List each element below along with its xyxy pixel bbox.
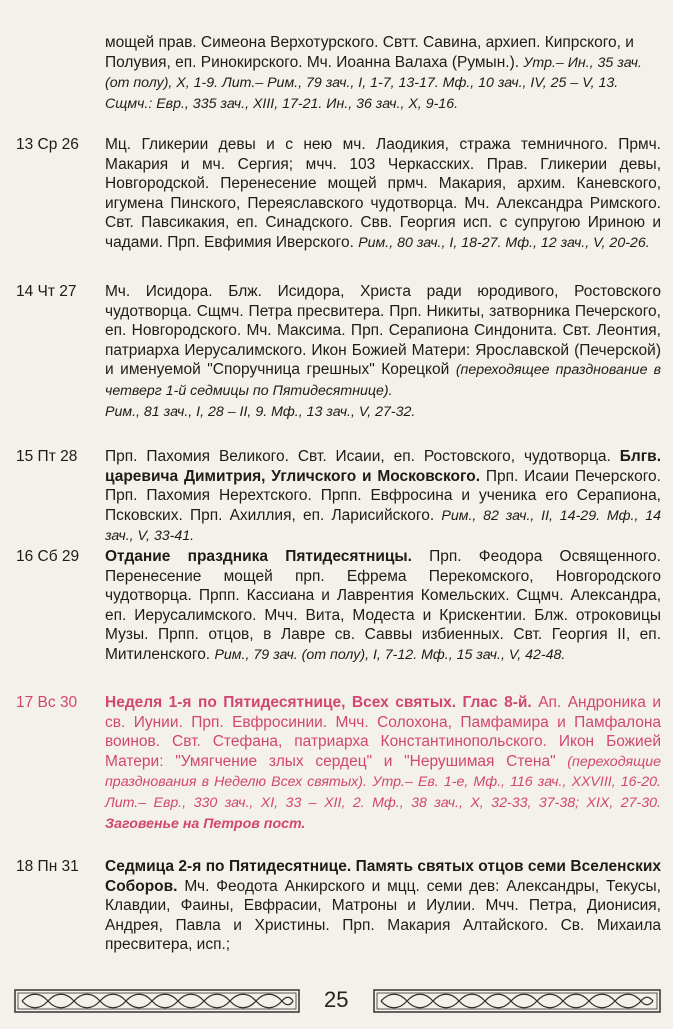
entry-text: Ап. Андроника и св. Иунии. Прп. Евфросинии. Мчч. Солохона, Памфамира и Памфалона воинов. Свт. Стефана, патриарха Константинопольского. Икон Божией Матери: "Умягчение злых сердец" и "Нерушимая Стена" [105,694,661,770]
entry-readings: Утр.– Ев. 1-е, Мф., 116 зач., XXVIII, 16-20. Лит.– Евр., 330 зач., XI, 33 – XII, 2. Мф., 38 зач., X, 32-33, 37-38; XIX, 27-30. [105,774,661,811]
entry-bold: Седмица 2-я по Пятидесятнице. Память святых отцов семи Вселенских Соборов. [105,858,661,895]
entry-date: 18 Пн 31 [16,858,79,875]
entry-17-sunday [16,693,661,834]
entry-text: Прп. Пахомия Великого. Свт. Исаии, еп. Ростовского, чудотворца. [105,448,611,465]
entry-18 [16,857,661,955]
entry-continuation [16,33,661,114]
entry-14 [16,282,661,422]
entry-fast: Заговенье на Петров пост. [105,815,306,832]
ornament-left [14,988,300,1014]
entry-date: 14 Чт 27 [16,283,77,300]
ornament-right [373,988,661,1014]
entry-readings: Рим., 80 зач., I, 18-27. Мф., 12 зач., V, 20-26. [358,234,650,251]
entry-readings: Рим., 81 зач., I, 28 – II, 9. Мф., 13 зач., V, 27-32. [105,403,416,420]
entry-16 [16,547,661,666]
entry-text: Мч. Феодота Анкирского и мцц. семи дев: Александры, Текусы, Клавдии, Фаины, Евфрасии, Матроны и Иулии. Мчч. Петра, Дионисия, Андрея, Павла и Христины. Прп. Макария Алтайского. Св. Михаила пресвитера, исп.; [105,877,661,954]
entry-bold: Блгв. царевича Димитрия, Угличского и Московского. [105,448,661,485]
entry-text: Мч. Исидора. Блж. Исидора, Христа ради юродивого, Ростовского чудотворца. Сщмч. Петра пресвитера. Прп. Никиты, затворника Печерского, еп. Новгородского. Мч. Максима. Прп. Серапиона Синдонита. Свт. Леонтия, патриарха Иерусалимского. Икон Божией Матери: Ярославской (Печерской) и именуемой "Споручница грешных" Корецкой [105,283,661,379]
entry-note: (переходящие празднования в Неделю Всех святых). [105,753,661,791]
entry-readings: Утр.– Ин., 35 зач. (от полу), X, 1-9. Лит.– Рим., 79 зач., I, 1-7, 13-17. Мф., 10 зач., IV, 25 – V, 13. Сщмч.: Евр., 335 зач., XIII, 17-21. Ин., 36 зач., X, 9-16. [105,54,642,112]
entry-date: 16 Сб 29 [16,548,80,565]
entry-note: (переходящее празднование в четверг 1-й седмицы по Пятидесятнице). [105,362,662,399]
page-number: 25 [324,987,349,1012]
entry-readings: Рим., 79 зач. (от полу), I, 7-12. Мф., 15 зач., V, 42-48. [214,646,566,663]
entry-date: 13 Ср 26 [16,136,79,153]
entry-13 [16,135,661,254]
entry-15 [16,447,661,547]
entry-text: Мц. Гликерии девы и с нею мч. Лаодикия, стража темничного. Прмч. Макария и мч. Сергия; мчч. 103 Черкасских. Прав. Гликерии девы, Новгородской. Перенесение мощей прмч. Макария, архим. Каневского, игумена Пинского, Переяславского чудотворца. Мч. Александра Римского. Свт. Павсикакия, еп. Синадского. Свв. Георгия исп. с супругою Ириною и чадами. Прп. Евфимия Иверского. [105,136,661,251]
page-footer [14,985,661,1019]
entry-date: 17 Вс 30 [16,694,78,711]
entry-bold: Отдание праздника Пятидесятницы. [105,548,412,565]
entry-bold: Неделя 1-я по Пятидесятнице, Всех святых. Глас 8-й. [105,694,532,711]
entry-readings: Рим., 82 зач., II, 14-29. Мф., 14 зач., V, 33-41. [105,507,661,545]
entry-text: Прп. Феодора Освященного. Перенесение мощей прп. Ефрема Перекомского, Новгородского чудотворца. Прпп. Кассиана и Лаврентия Комельских. Сщмч. Александра, еп. Иерусалимского. Мчч. Вита, Модеста и Крискентии. Блж. отроковицы Музы. Прпп. отцов, в Лавре св. Саввы избиенных. Свт. Георгия II, еп. Митиленского. [105,548,661,663]
entry-text: Прп. Исаии Печерского. Прп. Пахомия Нерехтского. Прпп. Евфросина и ученика его Серапиона, Псковских. Прп. Ахиллия, еп. Ларисийского. [105,467,661,524]
entry-text: мощей прав. Симеона Верхотурского. Свтт. Савина, архиеп. Кипрского, и Полувия, еп. Ринокирского. Мч. Иоанна Валаха (Румын.). [105,34,634,71]
entry-date: 15 Пт 28 [16,448,78,465]
